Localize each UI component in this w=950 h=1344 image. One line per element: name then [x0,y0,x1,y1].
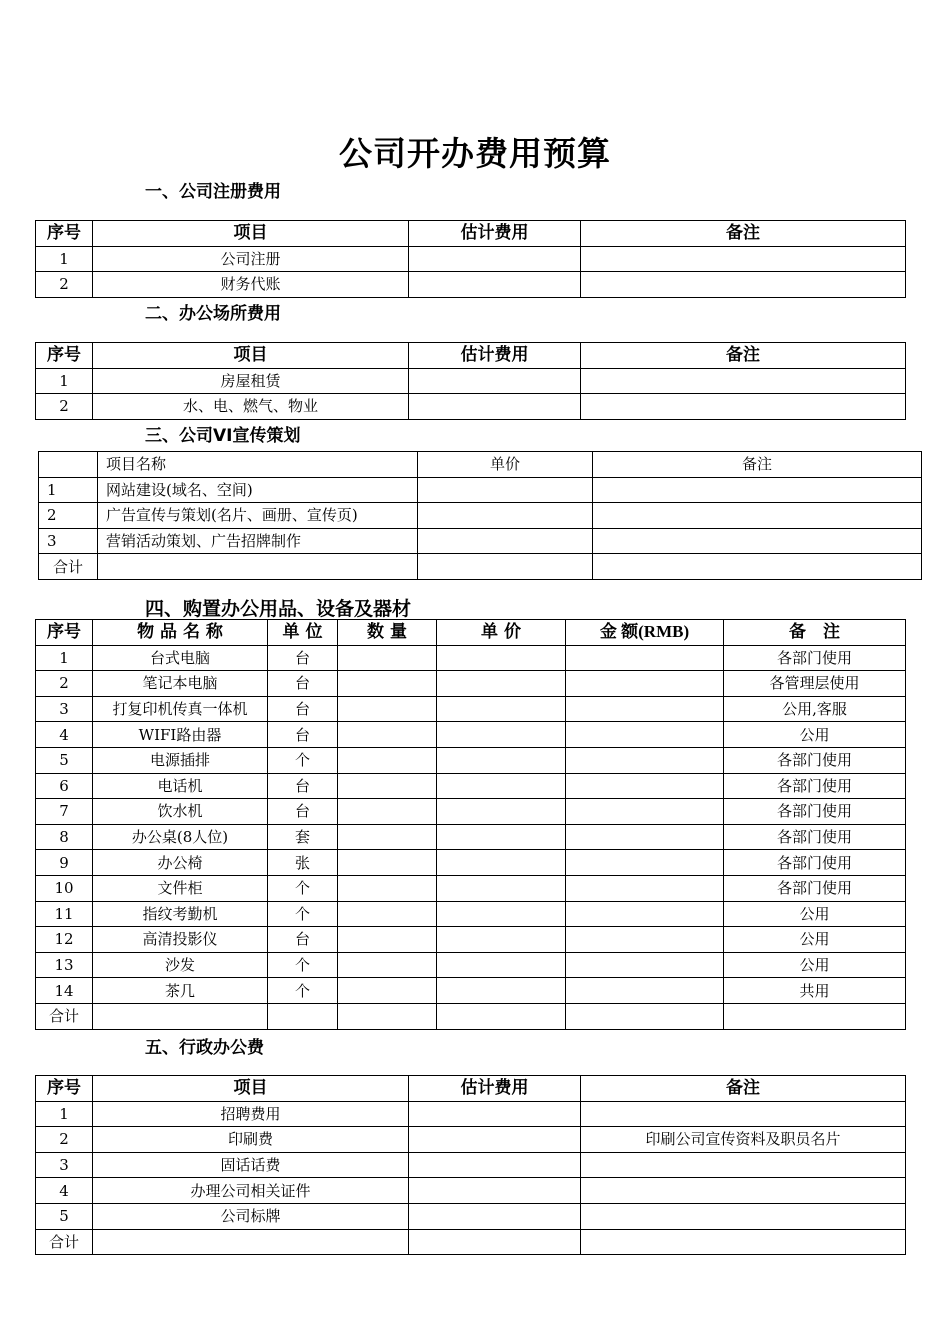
table-row [36,1127,906,1153]
header-item: 项目 [93,343,409,369]
total-label: 合计 [39,554,98,580]
table-row [36,875,906,901]
total-label: 合计 [36,1003,93,1029]
header-quantity: 数 量 [338,620,437,646]
cell-seq: 1 [39,477,98,503]
cell-seq: 6 [36,773,93,799]
equipment-table [35,619,906,1030]
cell-item-name: 高清投影仪 [93,927,268,953]
section-title-office-space: 二、办公场所费用 [145,304,281,324]
cell-seq: 1 [36,645,93,671]
cell-estimate [409,1178,581,1204]
cell-unit-price [437,952,566,978]
cell-unit-price [437,773,566,799]
cell-unit-price [437,722,566,748]
cell-quantity [338,1003,437,1029]
cell-quantity [338,799,437,825]
header-unit: 单 位 [268,620,338,646]
cell-estimate [409,1229,581,1255]
header-item: 项目 [93,221,409,247]
table-row [36,722,906,748]
cell-estimate [409,246,581,272]
cell-unit: 个 [268,747,338,773]
total-row [39,554,922,580]
table-row [36,394,906,420]
cell-note [581,1203,906,1229]
cell-unit-price [418,528,593,554]
cell-seq: 2 [36,1127,93,1153]
cell-estimate [409,368,581,394]
cell-seq: 10 [36,875,93,901]
cell-seq: 5 [36,747,93,773]
cell-note: 各部门使用 [724,747,906,773]
cell-quantity [338,696,437,722]
cell-note: 共用 [724,978,906,1004]
cell-quantity [338,952,437,978]
cell-note: 各部门使用 [724,773,906,799]
cell-seq: 2 [39,503,98,529]
cell-note [581,1178,906,1204]
cell-item-name: 文件柜 [93,875,268,901]
cell-unit-price [437,901,566,927]
table-row [36,1178,906,1204]
section-title-registration: 一、公司注册费用 [145,182,281,202]
cell-note [581,394,906,420]
cell-unit: 张 [268,850,338,876]
table-row [36,850,906,876]
cell-seq: 8 [36,824,93,850]
cell-unit: 台 [268,696,338,722]
cell-unit [268,1003,338,1029]
cell-note: 各部门使用 [724,824,906,850]
cell-note: 公用 [724,952,906,978]
cell-item: 印刷费 [93,1127,409,1153]
table-row [39,503,922,529]
cell-note: 公用 [724,722,906,748]
cell-amount [566,901,724,927]
total-row [36,1229,906,1255]
cell-unit-price [418,503,593,529]
cell-seq: 3 [36,1152,93,1178]
cell-item-name: 电源插排 [93,747,268,773]
cell-unit: 台 [268,722,338,748]
cell-item-name: 指纹考勤机 [93,901,268,927]
cell-unit: 个 [268,978,338,1004]
cell-quantity [338,747,437,773]
cell-unit-price [418,477,593,503]
cell-amount [566,645,724,671]
cell-unit-price [437,671,566,697]
cell-note [724,1003,906,1029]
cell-estimate [409,1127,581,1153]
cell-unit: 个 [268,875,338,901]
cell-note: 各部门使用 [724,799,906,825]
header-item-name: 物 品 名 称 [93,620,268,646]
table-row [36,1101,906,1127]
cell-seq: 7 [36,799,93,825]
cell-item: 公司注册 [93,246,409,272]
cell-quantity [338,875,437,901]
cell-quantity [338,978,437,1004]
table-header-row [36,221,906,247]
cell-seq: 2 [36,394,93,420]
table-header-row [36,1076,906,1102]
cell-item-name: 打复印机传真一体机 [93,696,268,722]
cell-unit-price [437,696,566,722]
cell-amount [566,671,724,697]
cell-amount [566,799,724,825]
cell-amount [566,927,724,953]
cell-amount [566,1003,724,1029]
cell-quantity [338,850,437,876]
header-estimate: 估计费用 [409,343,581,369]
cell-unit-price [437,1003,566,1029]
cell-unit-price [437,645,566,671]
cell-note [581,1101,906,1127]
cell-item-name: 办公桌(8人位) [93,824,268,850]
cell-seq: 12 [36,927,93,953]
cell-unit-price [437,978,566,1004]
cell-item: 招聘费用 [93,1101,409,1127]
header-unit-price: 单 价 [437,620,566,646]
cell-seq [39,452,98,478]
cell-note: 公用 [724,901,906,927]
cell-amount [566,978,724,1004]
cell-amount [566,747,724,773]
cell-note [593,477,922,503]
table-row [36,747,906,773]
cell-item: 固话话费 [93,1152,409,1178]
cell-seq: 14 [36,978,93,1004]
table-row [36,368,906,394]
cell-item: 水、电、燃气、物业 [93,394,409,420]
table-row [36,824,906,850]
cell-item: 办理公司相关证件 [93,1178,409,1204]
cell-item-name: 办公椅 [93,850,268,876]
cell-unit: 台 [268,773,338,799]
table-header-row [39,452,922,478]
section-title-equipment: 四、购置办公用品、设备及器材 [145,598,412,620]
section-title-admin: 五、行政办公费 [145,1038,264,1058]
cell-item-name: 饮水机 [93,799,268,825]
cell-amount [566,952,724,978]
cell-estimate [409,1101,581,1127]
cell-amount [566,875,724,901]
header-note: 备注 [581,221,906,247]
cell-note [581,368,906,394]
cell-note [581,1152,906,1178]
total-label: 合计 [36,1229,93,1255]
table-row [36,272,906,298]
cell-amount [566,722,724,748]
cell-estimate [409,1203,581,1229]
table-row [36,246,906,272]
cell-item-name: WIFI路由器 [93,722,268,748]
cell-project-name [98,554,418,580]
cell-quantity [338,722,437,748]
cell-note: 公用,客服 [724,696,906,722]
cell-note: 各部门使用 [724,850,906,876]
table-row [39,528,922,554]
header-note: 备注 [581,343,906,369]
cell-seq: 13 [36,952,93,978]
table-row [36,927,906,953]
cell-seq: 5 [36,1203,93,1229]
registration-table [35,220,906,298]
header-seq: 序号 [36,221,93,247]
cell-project-name: 网站建设(域名、空间) [98,477,418,503]
cell-unit: 个 [268,901,338,927]
cell-project-name: 广告宣传与策划(名片、画册、宣传页) [98,503,418,529]
cell-unit-price [437,927,566,953]
cell-quantity [338,927,437,953]
vi-campaign-table [38,451,922,580]
header-note: 备注 [593,452,922,478]
cell-item [93,1229,409,1255]
cell-project-name: 营销活动策划、广告招牌制作 [98,528,418,554]
table-row [36,773,906,799]
cell-note [581,1229,906,1255]
cell-seq: 1 [36,368,93,394]
cell-unit-price [437,747,566,773]
cell-quantity [338,824,437,850]
cell-note: 各部门使用 [724,645,906,671]
header-project-name: 项目名称 [98,452,418,478]
header-unit-price: 单价 [418,452,593,478]
cell-note [593,528,922,554]
table-row [39,477,922,503]
cell-quantity [338,773,437,799]
cell-unit: 台 [268,927,338,953]
cell-item: 财务代账 [93,272,409,298]
cell-note [593,503,922,529]
cell-quantity [338,645,437,671]
header-estimate: 估计费用 [409,221,581,247]
table-row [36,696,906,722]
header-estimate: 估计费用 [409,1076,581,1102]
cell-note: 各管理层使用 [724,671,906,697]
cell-item-name: 茶几 [93,978,268,1004]
cell-seq: 4 [36,1178,93,1204]
cell-unit: 个 [268,952,338,978]
table-row [36,1203,906,1229]
cell-estimate [409,272,581,298]
cell-quantity [338,901,437,927]
section-title-vi-campaign: 三、公司VI宣传策划 [145,426,301,446]
cell-quantity [338,671,437,697]
cell-unit-price [437,850,566,876]
header-seq: 序号 [36,343,93,369]
cell-amount [566,824,724,850]
table-row [36,1152,906,1178]
cell-seq: 3 [36,696,93,722]
cell-amount [566,696,724,722]
cell-item: 房屋租赁 [93,368,409,394]
header-seq: 序号 [36,620,93,646]
cell-item-name: 沙发 [93,952,268,978]
cell-item: 公司标牌 [93,1203,409,1229]
header-item: 项目 [93,1076,409,1102]
cell-item-name [93,1003,268,1029]
table-row [36,799,906,825]
cell-unit: 台 [268,671,338,697]
cell-estimate [409,1152,581,1178]
cell-unit: 套 [268,824,338,850]
header-amount: 金 额(RMB) [566,620,724,646]
header-seq: 序号 [36,1076,93,1102]
office-space-table [35,342,906,420]
cell-amount [566,773,724,799]
total-row [36,1003,906,1029]
cell-note: 公用 [724,927,906,953]
cell-estimate [409,394,581,420]
cell-seq: 3 [39,528,98,554]
table-header-row [36,343,906,369]
cell-unit: 台 [268,799,338,825]
cell-amount [566,850,724,876]
cell-item-name: 台式电脑 [93,645,268,671]
cell-unit-price [437,875,566,901]
cell-note [581,272,906,298]
cell-seq: 9 [36,850,93,876]
table-row [36,645,906,671]
table-row [36,952,906,978]
cell-note [581,246,906,272]
header-note: 备 注 [724,620,906,646]
cell-unit-price [437,824,566,850]
table-row [36,978,906,1004]
cell-note: 各部门使用 [724,875,906,901]
document-title: 公司开办费用预算 [339,134,611,173]
cell-note [593,554,922,580]
table-header-row [36,620,906,646]
cell-seq: 2 [36,671,93,697]
cell-note: 印刷公司宣传资料及职员名片 [581,1127,906,1153]
header-note: 备注 [581,1076,906,1102]
cell-unit-price [437,799,566,825]
cell-seq: 1 [36,1101,93,1127]
cell-item-name: 笔记本电脑 [93,671,268,697]
cell-unit: 台 [268,645,338,671]
admin-expense-table [35,1075,906,1255]
cell-unit-price [418,554,593,580]
table-row [36,901,906,927]
cell-seq: 2 [36,272,93,298]
cell-seq: 11 [36,901,93,927]
cell-seq: 4 [36,722,93,748]
cell-item-name: 电话机 [93,773,268,799]
table-row [36,671,906,697]
cell-seq: 1 [36,246,93,272]
